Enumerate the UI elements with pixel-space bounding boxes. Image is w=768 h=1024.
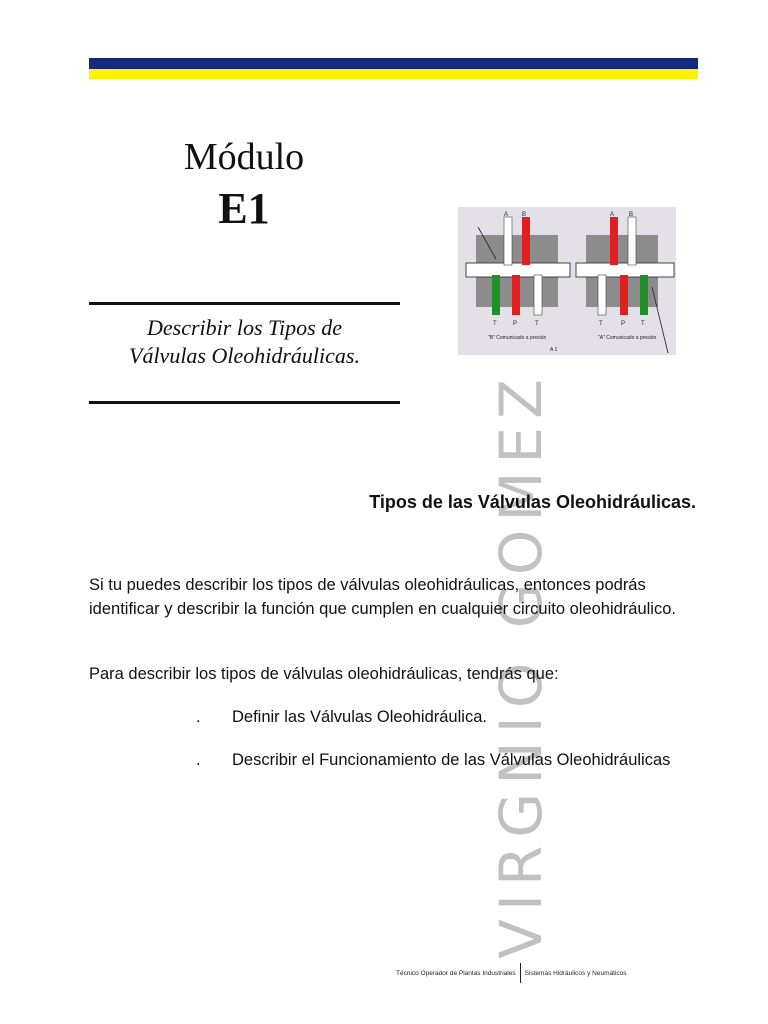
- subtitle-line-1: Describir los Tipos de: [147, 315, 342, 340]
- footer-course: Técnico Operador de Plantas Industriales: [396, 969, 516, 977]
- left-caption: "B" Comunicado a presión: [488, 335, 547, 341]
- left-port-p-line: [512, 275, 520, 315]
- header-band-yellow: [89, 69, 698, 79]
- right-label-b: B: [629, 212, 634, 218]
- left-label-t: T: [493, 321, 497, 327]
- left-port-b-line: [522, 217, 530, 265]
- requirements-paragraph: Para describir los tipos de válvulas oleohidráulicas, tendrás que:: [89, 665, 559, 683]
- header-band-blue: [89, 58, 698, 69]
- intro-paragraph: Si tu puedes describir los tipos de válvulas oleohidráulicas, entonces podrás identificar y describir la función que cumplen en cualquier circuito oleohidráulico.: [89, 576, 676, 618]
- list-item-1-bullet: .: [196, 708, 201, 726]
- watermark: VIRGNIO GOMEZ: [487, 371, 555, 959]
- left-label-b: B: [522, 212, 527, 218]
- left-port-t2-line: [534, 275, 542, 315]
- right-caption: "A" Comunicado a presión: [598, 335, 657, 341]
- left-valve-spool: [466, 263, 570, 277]
- left-label-p: P: [513, 321, 518, 327]
- left-port-t-line: [492, 275, 500, 315]
- page-footer: [396, 963, 626, 983]
- left-label-a: A: [504, 212, 509, 218]
- subtitle-rule-bottom: [89, 401, 400, 404]
- right-label-a: A: [610, 212, 615, 218]
- module-code: E1: [218, 184, 270, 233]
- left-port-a-line: [504, 217, 512, 265]
- footer-separator: [520, 963, 521, 983]
- list-item-2-text: Describir el Funcionamiento de las Válvulas Oleohidráulicas: [232, 751, 671, 769]
- footer-subject: Sistemas Hidráulicos y Neumáticos: [524, 969, 627, 977]
- module-subtitle: [89, 314, 400, 370]
- right-port-p-line: [620, 275, 628, 315]
- subtitle-line-2: Válvulas Oleohidráulicas.: [129, 343, 360, 368]
- subtitle-rule-top: [89, 302, 400, 305]
- list-item-2-bullet: .: [196, 751, 201, 769]
- right-label-p: P: [621, 321, 626, 327]
- right-label-t2: T: [641, 321, 645, 327]
- right-port-t2-line: [640, 275, 648, 315]
- right-port-t-line: [598, 275, 606, 315]
- left-label-t2: T: [535, 321, 539, 327]
- section-heading: Tipos de las Válvulas Oleohidráulicas.: [369, 492, 696, 512]
- module-word: Módulo: [183, 136, 305, 178]
- right-valve-spool: [576, 263, 674, 277]
- right-port-b-line: [628, 217, 636, 265]
- right-label-t: T: [599, 321, 603, 327]
- valve-diagram: [458, 207, 676, 355]
- list-item-1-text: Definir las Válvulas Oleohidráulica.: [232, 708, 487, 726]
- right-port-a-line: [610, 217, 618, 265]
- diagram-bottom-caption: A 1: [550, 347, 558, 353]
